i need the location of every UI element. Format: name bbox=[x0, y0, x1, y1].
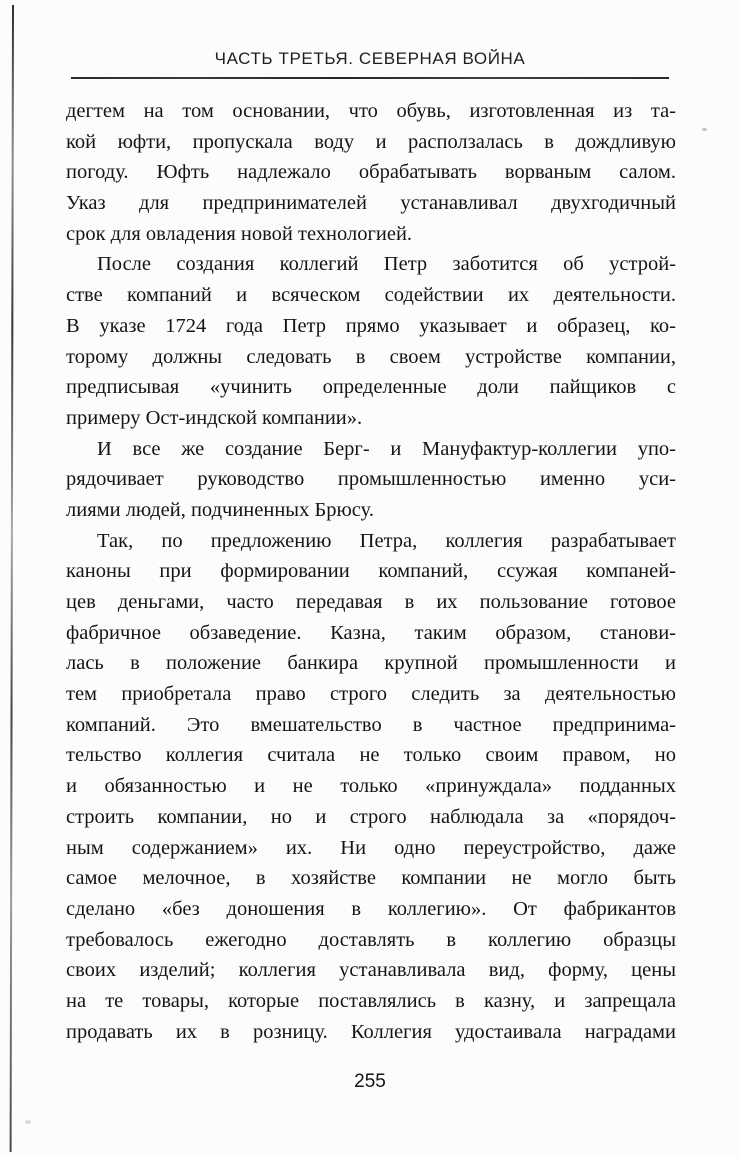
text-line: тельство коллегия считала не только своим правом, но bbox=[66, 744, 676, 767]
text-line: требовалось ежегодно доставлять в коллегию образцы bbox=[66, 928, 676, 951]
text-line: тем приобретала право строго следить за деятельностью bbox=[66, 683, 676, 706]
text-line: срок для овладения новой технологией. bbox=[66, 222, 413, 245]
text-line: цев деньгами, часто передавая в их пользование готовое bbox=[66, 591, 676, 613]
text-line: сделано «без доношения в коллегию». От фабрикантов bbox=[66, 897, 676, 920]
scan-speck bbox=[702, 128, 707, 131]
text-line: продавать их в розницу. Коллегия удостаивала наградами bbox=[66, 1020, 676, 1043]
text-line: рядочивает руководство промышленностью именно уси- bbox=[66, 468, 676, 491]
text-line: на те товары, которые поставлялись в казну, и запрещала bbox=[66, 989, 676, 1012]
text-line: самое мелочное, в хозяйстве компании не могло быть bbox=[66, 867, 676, 890]
text-line: И все же создание Берг- и Мануфактур-коллегии упо- bbox=[97, 437, 676, 460]
text-line: торому должны следовать в своем устройстве компании, bbox=[66, 345, 676, 368]
text-line: кой юфти, пропускала воду и расползалась в дождливую bbox=[66, 130, 676, 153]
text-line: строить компании, но и строго наблюдала за «порядоч- bbox=[66, 805, 676, 828]
body-paragraph bbox=[66, 434, 676, 526]
text-line: лиями людей, подчиненных Брюсу. bbox=[66, 498, 374, 521]
text-line: погоду. Юфть надлежало обрабатывать ворваным салом. bbox=[66, 161, 676, 184]
text-line: своих изделий; коллегия устанавливала вид, форму, цены bbox=[66, 959, 676, 982]
text-line: компаний. Это вмешательство в частное предпринима- bbox=[66, 713, 676, 736]
text-line: Указ для предпринимателей устанавливал двухгодичный bbox=[66, 192, 676, 215]
scan-edge-artifact bbox=[10, 5, 14, 1152]
text-line: лась в положение банкира крупной промышленности и bbox=[66, 652, 676, 675]
running-header: ЧАСТЬ ТРЕТЬЯ. СЕВЕРНАЯ ВОЙНА bbox=[214, 49, 526, 68]
text-line: и обязанностью и не только «принуждала» подданных bbox=[66, 775, 676, 798]
header-rule bbox=[71, 77, 669, 79]
text-line: дегтем на том основании, что обувь, изготовленная из та- bbox=[66, 100, 676, 122]
text-line: ным содержанием» их. Ни одно переустройство, даже bbox=[66, 836, 676, 859]
page-number: 255 bbox=[354, 1071, 386, 1092]
text-line: После создания коллегий Петр заботится об устрой- bbox=[97, 253, 676, 276]
text-line: стве компаний и всяческом содействии их деятельности. bbox=[66, 284, 676, 307]
body-text bbox=[66, 96, 676, 1047]
text-line: примеру Ост-индской компании». bbox=[66, 406, 363, 429]
text-line: фабричное обзаведение. Казна, таким образом, станови- bbox=[66, 621, 676, 644]
text-line: Так, по предложению Петра, коллегия разрабатывает bbox=[97, 529, 676, 552]
text-line: В указе 1724 года Петр прямо указывает и образец, ко- bbox=[66, 314, 676, 337]
scan-speck bbox=[25, 1120, 31, 1124]
body-paragraph bbox=[66, 526, 676, 1048]
body-paragraph bbox=[66, 249, 676, 433]
body-paragraph bbox=[66, 96, 676, 249]
text-line: предписывая «учинить определенные доли пайщиков с bbox=[66, 376, 676, 399]
text-line: каноны при формировании компаний, ссужая компаней- bbox=[66, 560, 676, 583]
